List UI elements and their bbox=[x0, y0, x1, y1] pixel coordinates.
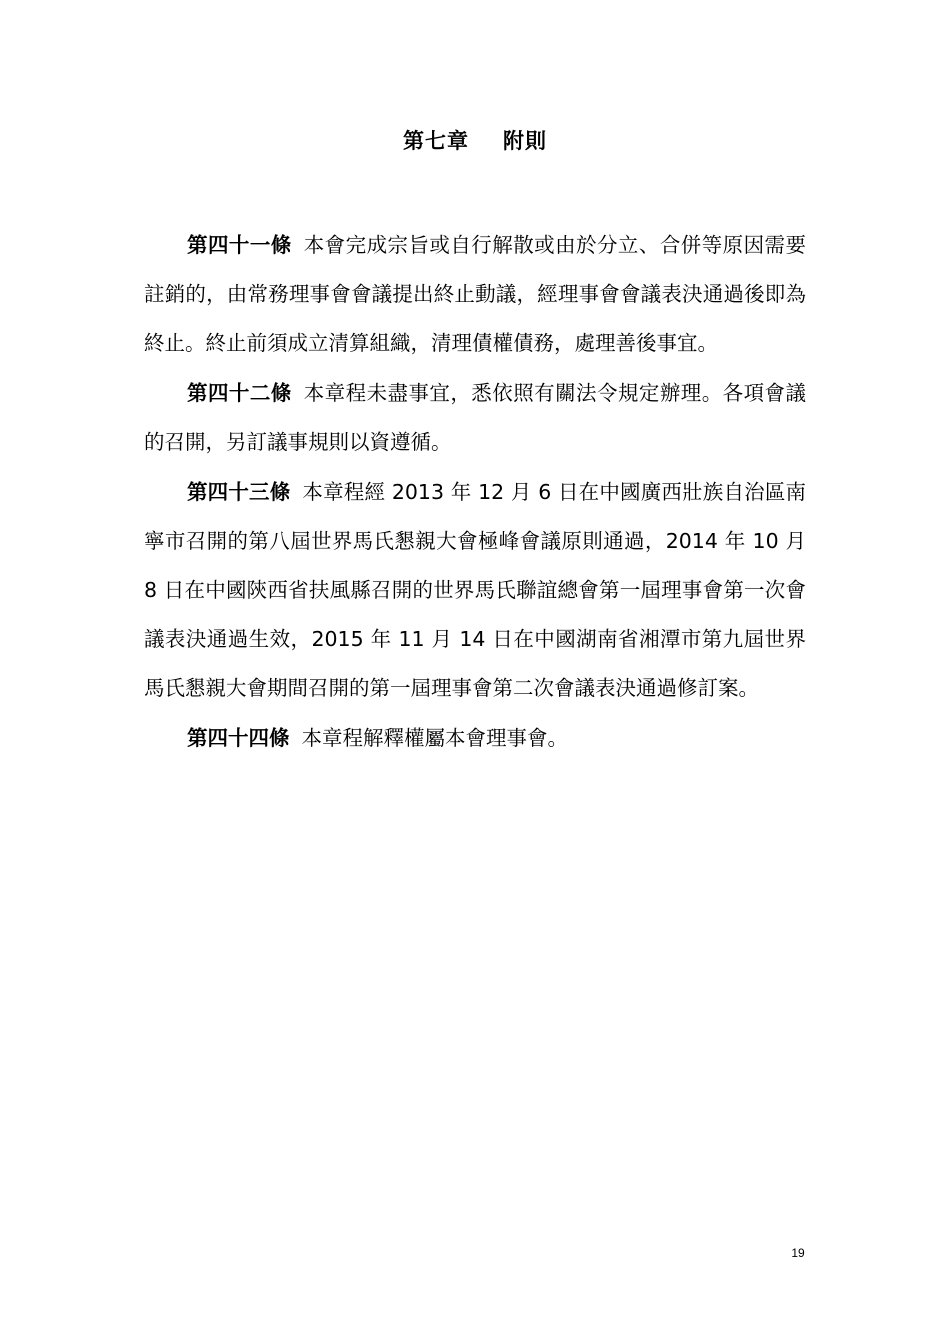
chapter-number: 第七章 bbox=[403, 129, 469, 153]
article-42 bbox=[144, 369, 806, 467]
article-41 bbox=[144, 221, 806, 368]
article-44 bbox=[144, 714, 806, 763]
article-label: 第四十二條 bbox=[187, 381, 292, 405]
article-text: 本會完成宗旨或自行解散或由於分立、合併等原因需要註銷的，由常務理事會會議提出終止動議，經理事會會議表決通過後即為終止。終止前須成立清算組織，清理債權債務，處理善後事宜。 bbox=[144, 233, 807, 355]
article-label: 第四十三條 bbox=[187, 480, 291, 504]
article-text: 本章程未盡事宜，悉依照有關法令規定辦理。各項會議的召開，另訂議事規則以資遵循。 bbox=[144, 381, 807, 454]
article-text: 本章程解釋權屬本會理事會。 bbox=[301, 726, 568, 750]
article-43 bbox=[144, 468, 806, 713]
chapter-name: 附則 bbox=[503, 129, 547, 153]
article-label: 第四十四條 bbox=[187, 726, 290, 750]
document-body bbox=[144, 221, 806, 763]
page-number: 19 bbox=[791, 1246, 805, 1260]
article-text: 本章程經 2013 年 12 月 6 日在中國廣西壯族自治區南寧市召開的第八屆世界馬氏懇親大會極峰會議原則通過，2014 年 10 月 8 日在中國陝西省扶風縣召開的世界馬氏聯誼總會第一屆理事會第一次會議表決通過生效，2015 年 11 月 14 日在中國湖南省湘潭市第九屆世界馬氏懇親大會期間召開的第一屆理事會第二次會議表決通過修訂案。 bbox=[144, 480, 807, 700]
chapter-title bbox=[0, 124, 950, 158]
article-label: 第四十一條 bbox=[187, 233, 292, 257]
